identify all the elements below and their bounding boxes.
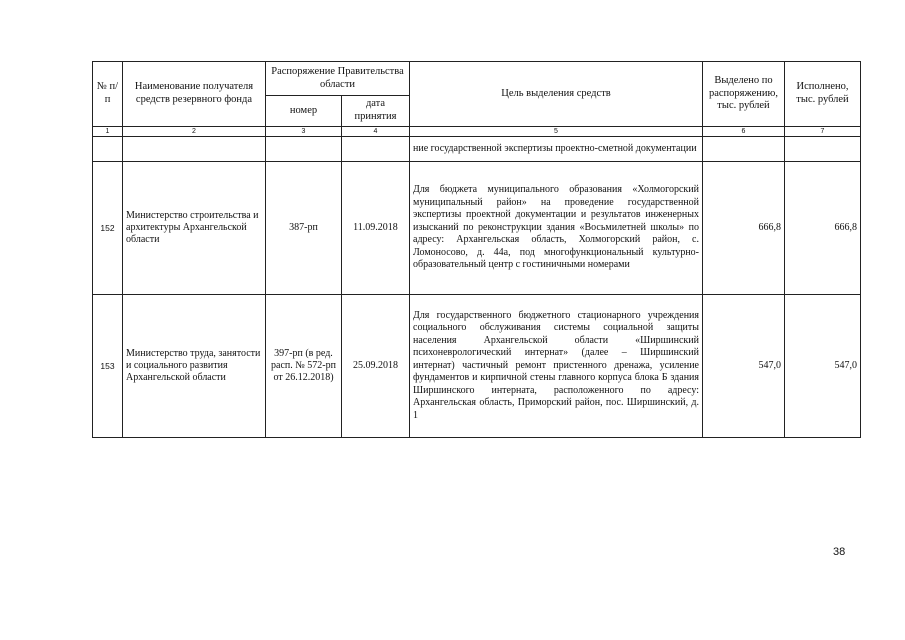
header-executed: Исполнено, тыс. рублей [785, 62, 861, 127]
allocation-table [92, 61, 861, 438]
column-number: 1 [93, 127, 123, 137]
order-date: 11.09.2018 [342, 162, 410, 295]
row-number: 152 [93, 162, 123, 295]
column-number: 3 [266, 127, 342, 137]
page-number: 38 [833, 546, 846, 558]
header-allocated: Выделено по распоряжению, тыс. рублей [703, 62, 785, 127]
header-order-number: номер [266, 96, 342, 127]
recipient-name: Министерство строительства и архитектуры Архангельской области [123, 162, 266, 295]
executed-amount: 666,8 [785, 162, 861, 295]
table-row-continuation [93, 137, 861, 162]
header-order-date: дата принятия [342, 96, 410, 127]
header-purpose: Цель выделения средств [410, 62, 703, 127]
executed-amount: 547,0 [785, 295, 861, 438]
order-number: 397-рп (в ред. расп. № 572-рп от 26.12.2018) [266, 295, 342, 438]
column-number: 7 [785, 127, 861, 137]
header-row-top [93, 62, 861, 96]
allocated-amount: 666,8 [703, 162, 785, 295]
header-government-order: Распоряжение Правительства области [266, 62, 410, 96]
column-number-row [93, 127, 861, 137]
order-date: 25.09.2018 [342, 295, 410, 438]
purpose-cell: Для государственного бюджетного стационарного учреждения социального обслуживания системы социальной защиты населения Архангельской области «Ширшинский психоневрологический интернат» (далее – Ширшинский интернат) частичный ремонт пристенного дренажа, усиление фундаментов и кирпичной стены главного корпуса блока Б здания Ширшинского интерната, расположенного по адресу: Архангельская область, Приморский район, пос. Ширшинский, д. 1 [410, 295, 703, 438]
column-number: 2 [123, 127, 266, 137]
allocated-amount: 547,0 [703, 295, 785, 438]
table-row [93, 162, 861, 295]
purpose-cell: ние государственной экспертизы проектно-сметной документации [410, 137, 703, 162]
table-row [93, 295, 861, 438]
header-recipient-name: Наименование получателя средств резервного фонда [123, 62, 266, 127]
recipient-name: Министерство труда, занятости и социального развития Архангельской области [123, 295, 266, 438]
column-number: 4 [342, 127, 410, 137]
column-number: 5 [410, 127, 703, 137]
header-num: № п/п [93, 62, 123, 127]
column-number: 6 [703, 127, 785, 137]
row-number: 153 [93, 295, 123, 438]
purpose-cell: Для бюджета муниципального образования «Холмогорский муниципальный район» на проведение государственной экспертизы проектной документации и результатов инженерных изысканий по реконструкции здания «Восьмилетней школы» по адресу: Архангельская область, Холмогорский район, с. Ломоносово, д. 44а, под многофункциональный культурно-образовательный центр с гостиничными номерами [410, 162, 703, 295]
order-number: 387-рп [266, 162, 342, 295]
